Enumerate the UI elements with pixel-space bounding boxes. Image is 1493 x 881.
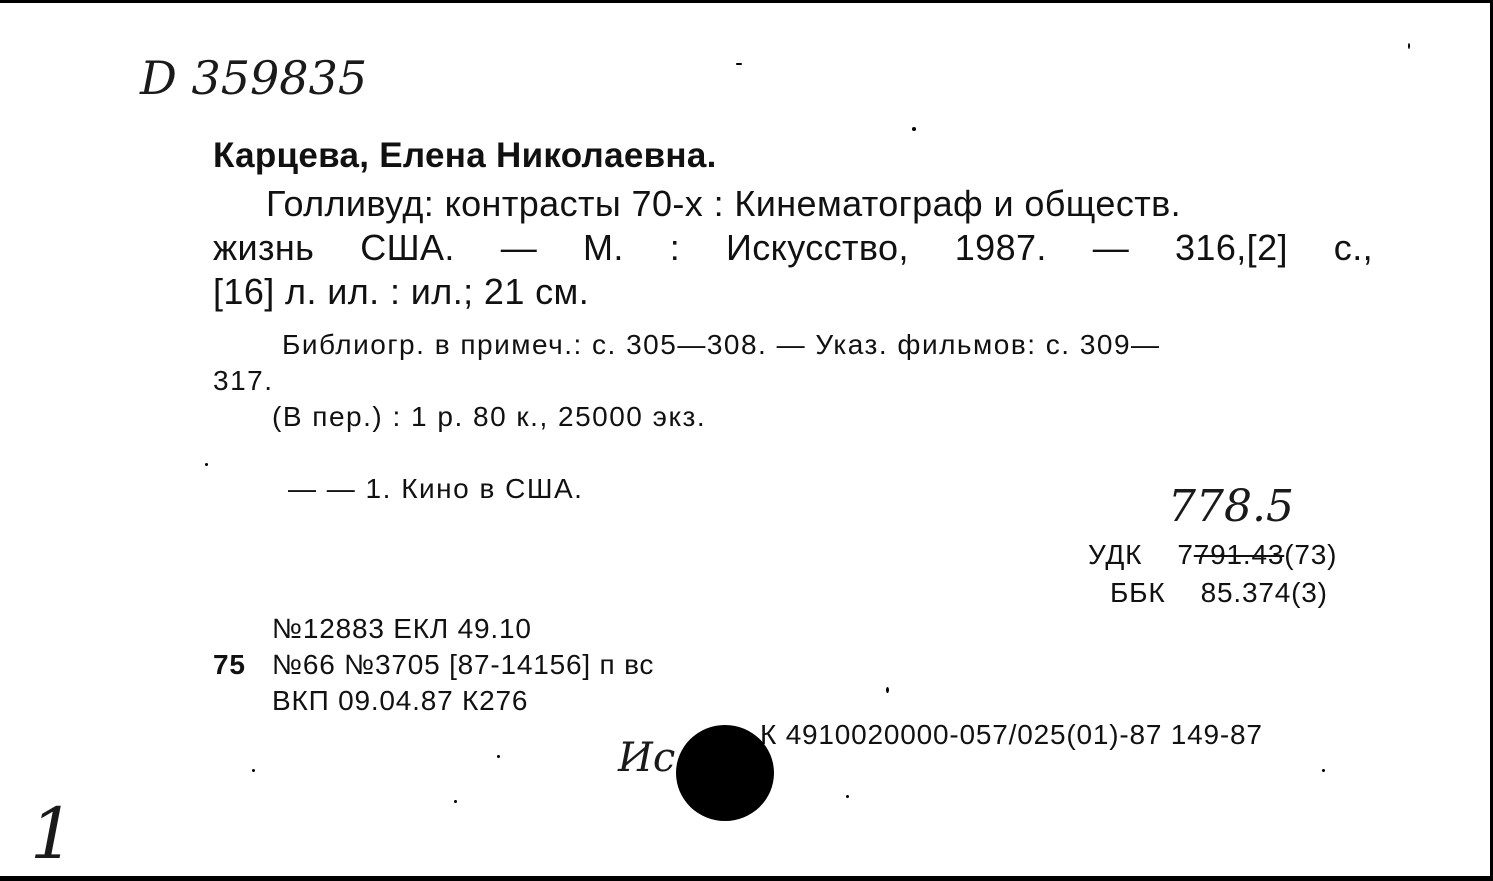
speck-2 (736, 63, 742, 65)
speck-6 (252, 769, 255, 772)
udk-label: УДК (1088, 539, 1143, 570)
speck-9 (1322, 769, 1325, 772)
record-line-1: №12883 ЕКЛ 49.10 (272, 613, 532, 644)
speck-1 (912, 127, 916, 131)
initials-handwritten: Ис (618, 735, 676, 781)
speck-8 (846, 795, 849, 798)
title-line-3: [16] л. ил. : ил.; 21 см. (213, 271, 590, 312)
speck-5 (497, 755, 500, 758)
copy-number-handwritten: 1 (30, 793, 75, 875)
bbk-label: ББК (1110, 577, 1166, 608)
note-line-1: Библиогр. в примеч.: с. 305—308. — Указ. фильмов: с. 309— (282, 329, 1161, 360)
bbk-value: 85.374(3) (1200, 577, 1328, 608)
subject-heading: — — 1. Кино в США. (288, 473, 584, 504)
speck-4 (886, 687, 889, 693)
record-line-2: №66 №3705 [87-14156] п вс (272, 649, 655, 680)
udk-struck-value: 791.43 (1193, 539, 1285, 570)
udk-prefix: 7 (1177, 539, 1194, 570)
speck-10 (1408, 43, 1410, 49)
record-line-3: ВКП 09.04.87 К276 (272, 685, 529, 716)
isbn-line: К 4910020000-057/025(01)-87 149-87 (760, 719, 1263, 750)
record-line-2-prefix: 75 (213, 649, 246, 680)
speck-7 (454, 800, 457, 803)
inventory-number: D 359835 (140, 51, 368, 105)
bbk-line (1110, 577, 1328, 609)
title-line-2: жизнь США. — М. : Искусство, 1987. — 316,[2] с., (213, 227, 1373, 268)
price-line: (В пер.) : 1 р. 80 к., 25000 экз. (272, 401, 707, 432)
udk-suffix: (73) (1284, 539, 1338, 570)
punched-hole (676, 725, 774, 821)
author-heading: Карцева, Елена Николаевна. (213, 136, 717, 175)
note-line-2: 317. (213, 365, 274, 396)
shelf-mark-handwritten: 778.5 (1168, 481, 1294, 532)
speck-3 (205, 463, 208, 466)
title-line-1: Голливуд: контрасты 70-х : Кинематограф и обществ. (266, 183, 1182, 224)
udk-line (1088, 539, 1337, 571)
